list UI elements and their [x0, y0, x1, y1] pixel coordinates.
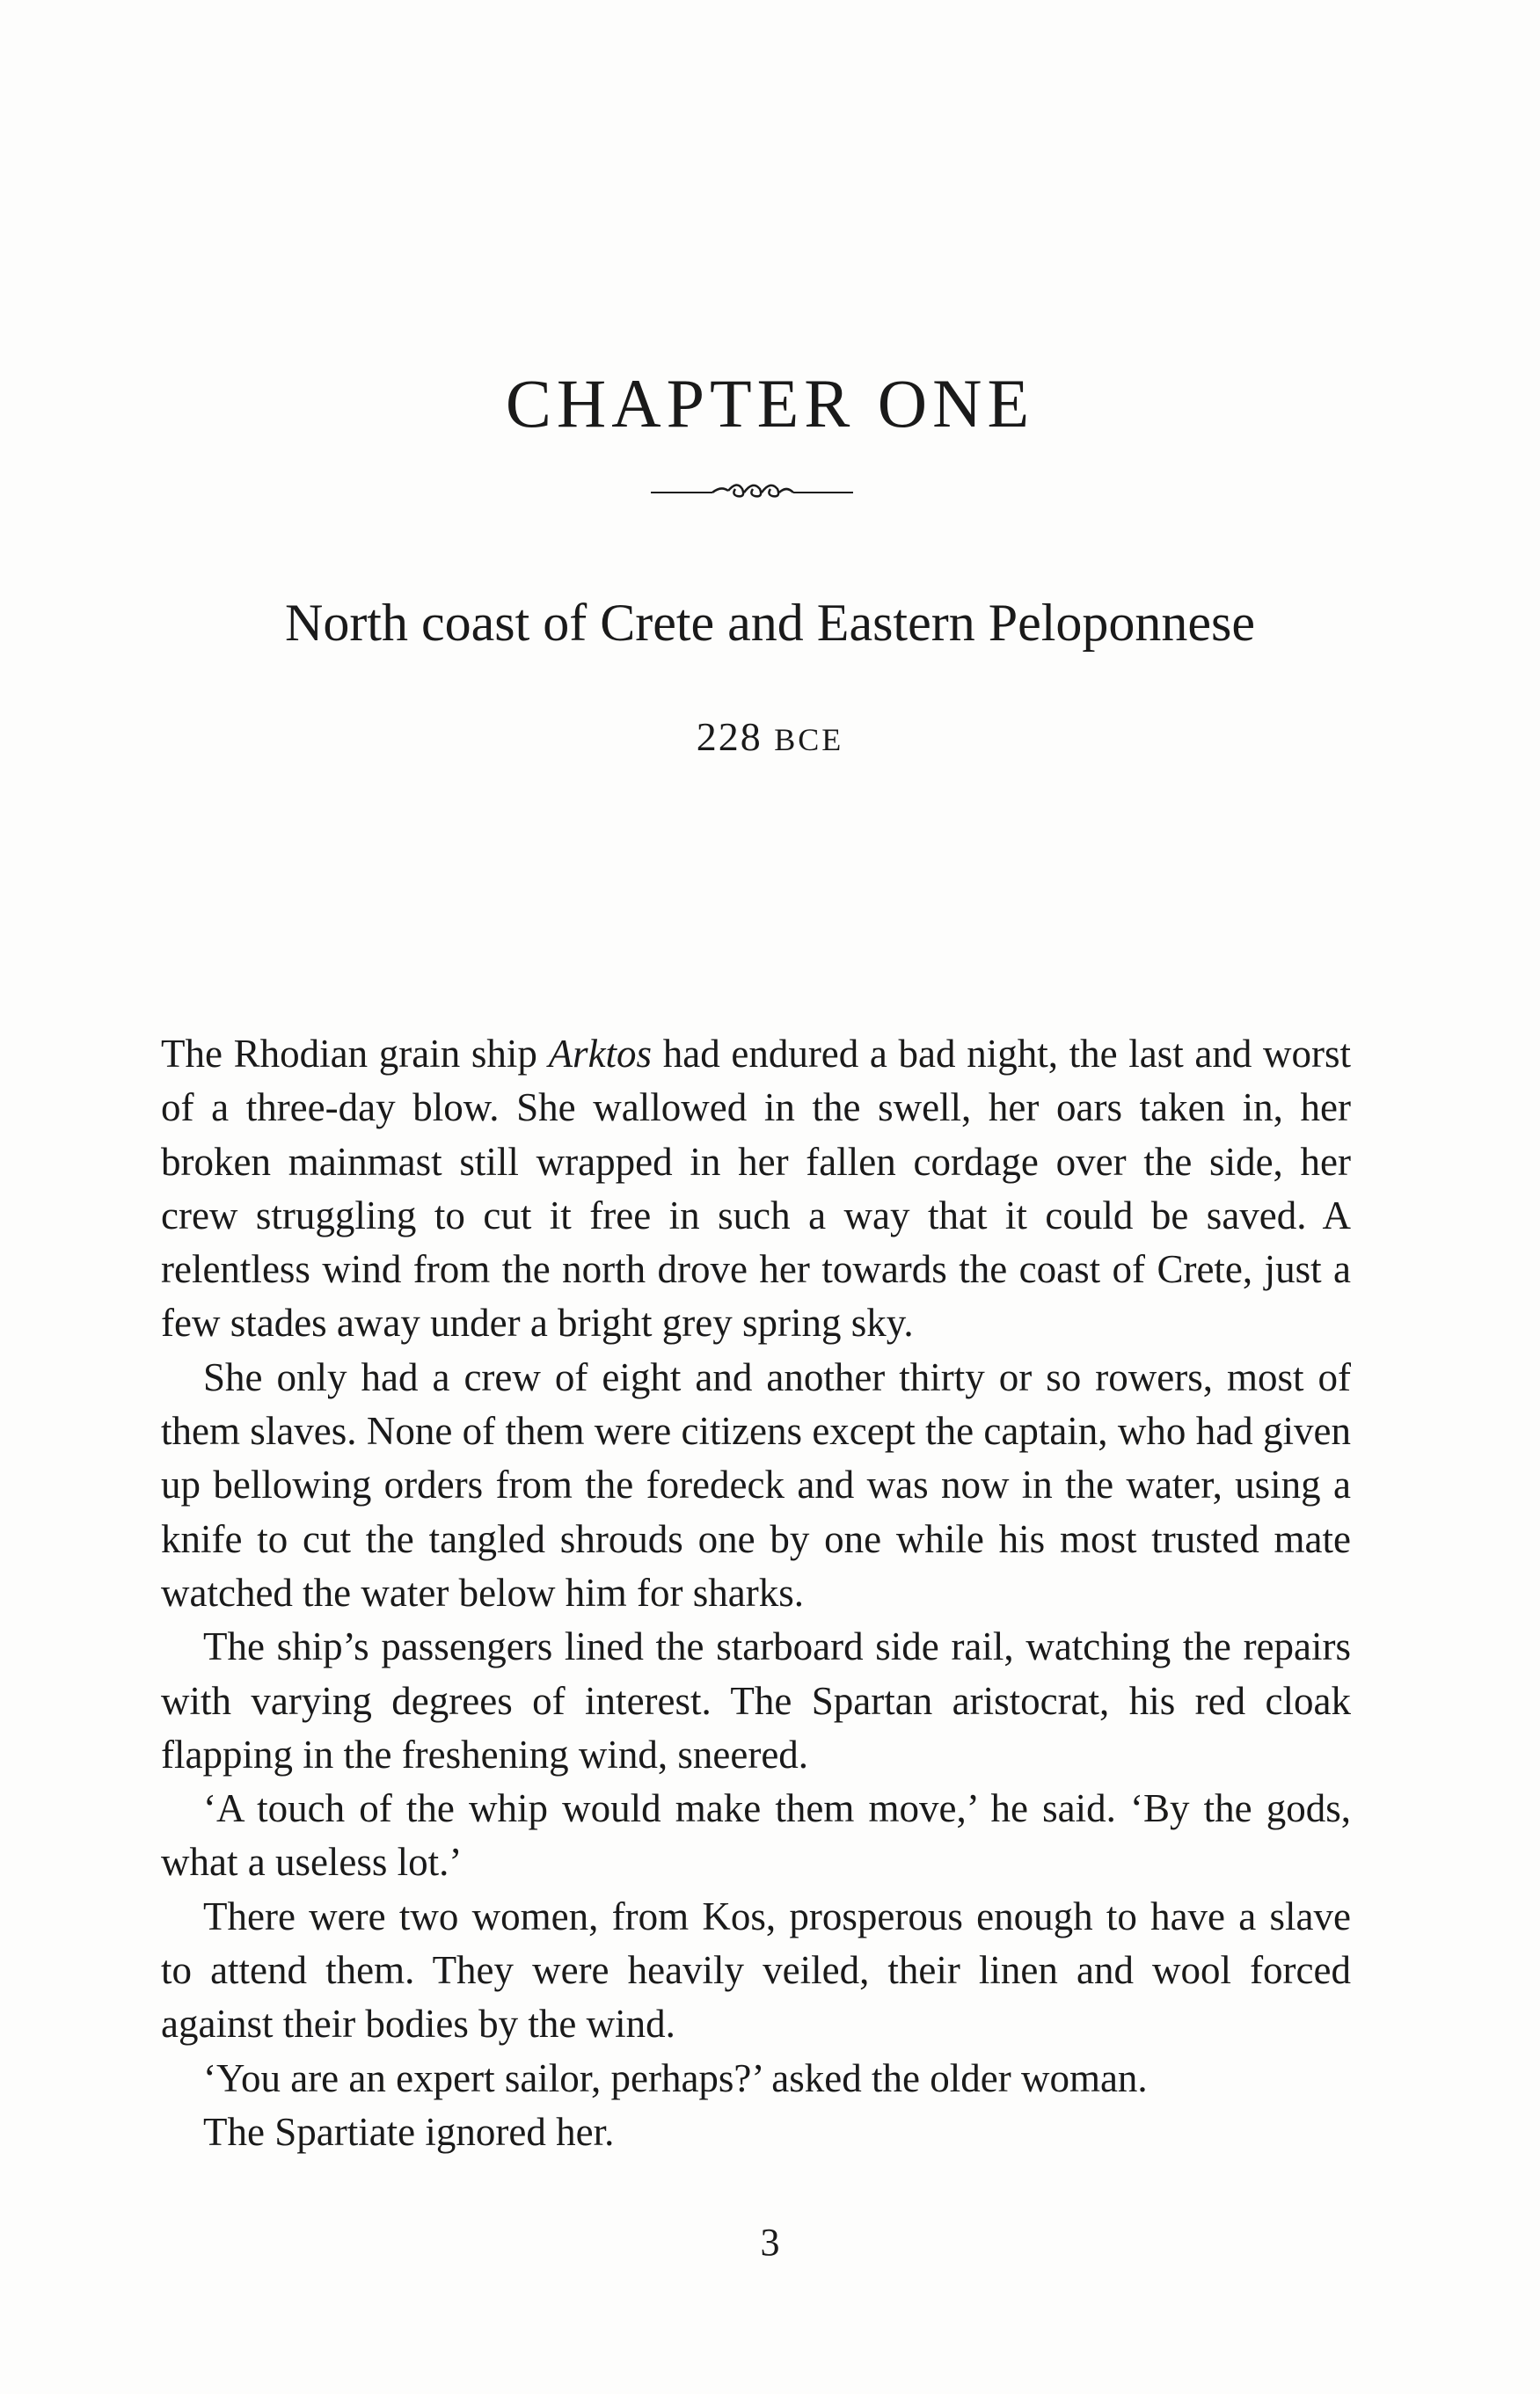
paragraph-7: The Spartiate ignored her. [203, 2109, 615, 2154]
paragraph-3: The ship’s passengers lined the starboard side rail, watching the repairs with varying degrees of interest. The Spartan aristocrat, his red cloak flapping in the freshening wind, sneered. [161, 1624, 1351, 1777]
ornament-divider-icon [651, 475, 853, 507]
p1-start: The Rhodian grain ship [161, 1032, 549, 1076]
chapter-location: North coast of Crete and Eastern Peloponnese [285, 594, 1255, 652]
year-era: BCE [774, 722, 844, 757]
paragraph-5: There were two women, from Kos, prosperous enough to have a slave to attend them. They were heavily veiled, their linen and wool forced against their bodies by the wind. [161, 1894, 1351, 2047]
chapter-title: CHAPTER ONE [505, 365, 1035, 442]
ship-name: Arktos [548, 1032, 653, 1076]
paragraph-1 [161, 1027, 1351, 1351]
paragraph-4: ‘A touch of the whip would make them move,’ he said. ‘By the gods, what a useless lot.’ [161, 1786, 1351, 1885]
year-number: 228 [696, 714, 763, 759]
chapter-year [0, 714, 1540, 759]
paragraph-6: ‘You are an expert sailor, perhaps?’ asked the older woman. [203, 2055, 1148, 2100]
p1-rest: had endured a bad night, the last and worst of a three-day blow. She wallowed in the swell, her oars taken in, her broken mainmast still wrapped in her fallen cordage over the side, her crew struggling to cut it free in such a way that it could be saved. A relentless wind from the north drove her towards the coast of Crete, just a few stades away under a bright grey spring sky. [161, 1032, 1352, 1346]
page-number: 3 [760, 2221, 780, 2264]
chapter-body [161, 1027, 1351, 2159]
paragraph-2: She only had a crew of eight and another thirty or so rowers, most of them slaves. None of them were citizens except the captain, who had given up bellowing orders from the foredeck and was now in the water, using a knife to cut the tangled shrouds one by one while his most trusted mate watched the water below him for sharks. [161, 1354, 1351, 1615]
